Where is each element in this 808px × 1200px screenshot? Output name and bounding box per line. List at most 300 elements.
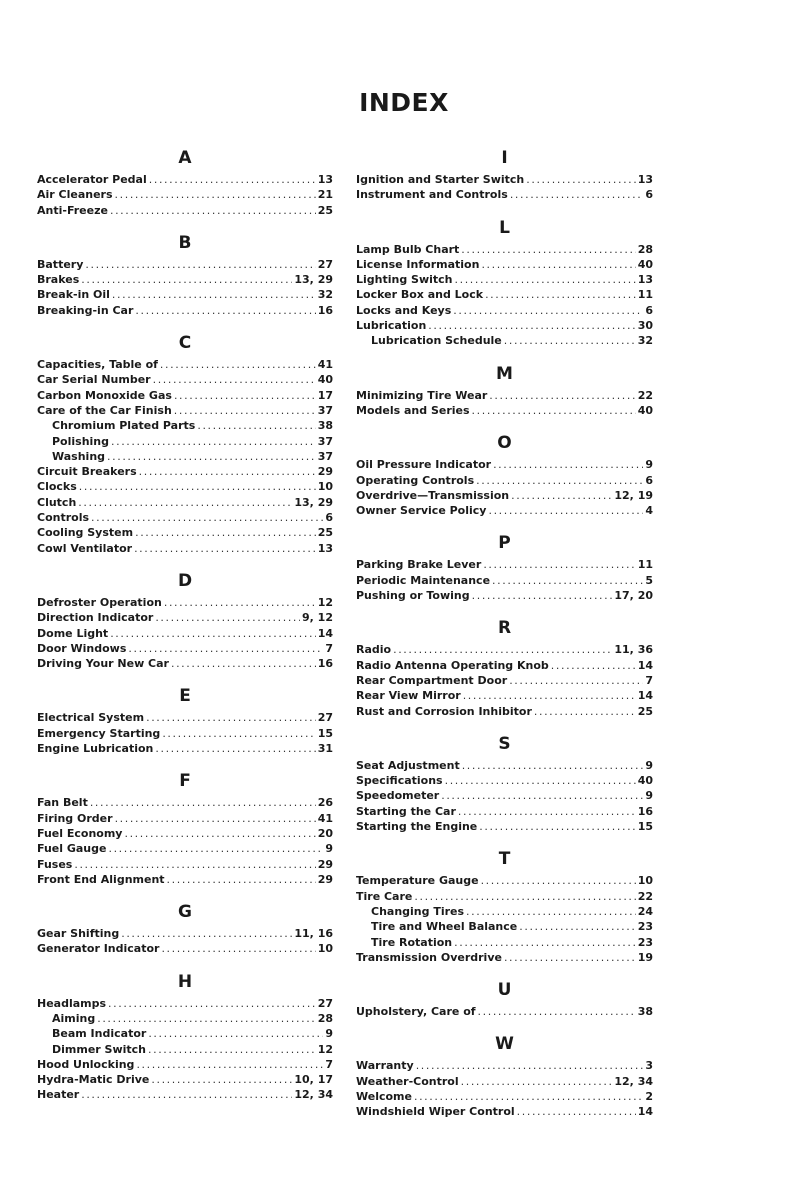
entry-page: 20 <box>317 826 333 840</box>
index-entry <box>37 996 333 1011</box>
index-section-t <box>356 849 653 965</box>
dot-leader <box>162 726 315 741</box>
dot-leader <box>519 919 635 934</box>
section-letter: T <box>498 849 511 870</box>
page-title: INDEX <box>359 88 449 117</box>
entry-title: Battery <box>37 257 84 271</box>
dot-leader <box>511 488 612 503</box>
entry-title: Accelerator Pedal <box>37 173 147 186</box>
entry-page: 12 <box>317 1042 333 1056</box>
index-subentry <box>37 449 333 464</box>
dot-leader <box>463 688 636 703</box>
dot-leader <box>462 758 644 773</box>
dot-leader <box>167 872 316 887</box>
entry-page: 28 <box>637 242 653 256</box>
entry-page: 11 <box>637 288 653 302</box>
entry-page: 17, 20 <box>614 589 653 603</box>
index-entry <box>356 272 653 287</box>
index-entry <box>356 457 653 472</box>
entry-page: 13, 29 <box>294 273 333 287</box>
index-entry <box>37 464 333 479</box>
entry-title: Washing <box>52 449 106 463</box>
index-entry <box>356 388 653 403</box>
index-section-d <box>37 571 333 671</box>
entry-page: 30 <box>637 319 653 333</box>
section-letter: L <box>499 217 510 238</box>
entry-title: Ignition and Starter Switch <box>356 173 525 186</box>
entry-page: 40 <box>637 257 653 271</box>
index-entry <box>37 656 333 671</box>
entry-title: Rear Compartment Door <box>356 673 508 687</box>
entry-page: 22 <box>637 388 653 402</box>
index-entry <box>356 403 653 418</box>
dot-leader <box>493 457 643 472</box>
entry-page: 15 <box>637 820 653 834</box>
entry-page: 26 <box>317 796 333 810</box>
entry-page: 9 <box>645 758 653 772</box>
entry-title: Weather-Control <box>356 1074 459 1088</box>
entry-title: Fuel Economy <box>37 826 123 840</box>
index-section-g <box>37 902 333 957</box>
index-entry <box>356 819 653 834</box>
entry-page: 14 <box>637 1105 653 1119</box>
dot-leader <box>504 333 636 348</box>
entry-title: Tire Care <box>356 889 413 903</box>
entry-page: 37 <box>317 434 333 448</box>
entry-page: 7 <box>645 673 653 687</box>
index-entry <box>37 1057 333 1072</box>
index-entry <box>356 788 653 803</box>
section-letter: G <box>178 902 192 923</box>
section-letter: E <box>179 686 191 707</box>
entry-page: 38 <box>637 1005 653 1019</box>
entry-page: 10 <box>317 942 333 956</box>
dot-leader <box>115 811 316 826</box>
index-section-b <box>37 233 333 318</box>
dot-leader <box>478 1004 636 1019</box>
entry-page: 38 <box>317 419 333 433</box>
entry-page: 32 <box>317 288 333 302</box>
index-entry <box>37 795 333 810</box>
index-subentry <box>37 434 333 449</box>
entry-page: 9 <box>325 1027 333 1041</box>
dot-leader <box>476 473 643 488</box>
dot-leader <box>458 804 636 819</box>
entry-page: 23 <box>637 935 653 949</box>
dot-leader <box>160 357 316 372</box>
entry-title: Brakes <box>37 273 80 287</box>
entry-title: Radio Antenna Operating Knob <box>356 658 549 672</box>
index-section-c <box>37 333 333 556</box>
entry-title: Lubrication Schedule <box>371 334 502 348</box>
entry-title: Clutch <box>37 495 77 509</box>
entry-title: Dome Light <box>37 626 109 640</box>
dot-leader <box>455 272 636 287</box>
dot-leader <box>78 495 292 510</box>
dot-leader <box>81 1087 292 1102</box>
entry-page: 11, 16 <box>294 927 333 941</box>
index-entry <box>356 673 653 688</box>
section-letter: U <box>497 980 512 1001</box>
dot-leader <box>121 926 292 941</box>
entry-page: 29 <box>317 872 333 886</box>
entry-page: 7 <box>325 641 333 655</box>
section-letter: H <box>177 971 193 992</box>
entry-page: 40 <box>637 774 653 788</box>
entry-title: Heater <box>37 1088 80 1102</box>
entry-title: Changing Tires <box>371 904 465 918</box>
dot-leader <box>445 773 636 788</box>
entry-page: 10 <box>637 874 653 888</box>
dot-leader <box>481 257 635 272</box>
dot-leader <box>161 941 315 956</box>
entry-title: Tire Rotation <box>371 935 453 949</box>
entry-page: 12, 19 <box>614 488 653 502</box>
dot-leader <box>428 318 635 333</box>
index-subentry <box>356 935 653 950</box>
entry-title: Car Serial Number <box>37 373 151 387</box>
dot-leader <box>124 826 315 841</box>
index-section-w <box>356 1034 653 1119</box>
index-entry <box>37 741 333 756</box>
section-letter: O <box>497 433 512 454</box>
entry-title: Dimmer Switch <box>52 1042 147 1056</box>
dot-leader <box>108 996 316 1011</box>
index-entry <box>356 873 653 888</box>
entry-page: 2 <box>645 1089 653 1103</box>
index-entry <box>37 187 333 202</box>
section-letter: P <box>498 533 511 554</box>
index-entry <box>356 1058 653 1073</box>
entry-title: Carbon Monoxide Gas <box>37 388 172 402</box>
entry-title: Starting the Car <box>356 804 456 818</box>
index-entry <box>37 541 333 556</box>
dot-leader <box>489 388 635 403</box>
index-entry <box>37 1087 333 1102</box>
entry-title: Front End Alignment <box>37 872 165 886</box>
entry-title: Welcome <box>356 1089 412 1103</box>
entry-title: Fan Belt <box>37 796 88 810</box>
dot-leader <box>155 610 300 625</box>
entry-title: Speedometer <box>356 789 440 803</box>
entry-page: 6 <box>645 473 653 487</box>
dot-leader <box>453 303 643 318</box>
entry-page: 13, 29 <box>294 495 333 509</box>
dot-leader <box>174 403 316 418</box>
index-entry <box>37 525 333 540</box>
index-section-h <box>37 972 333 1103</box>
entry-page: 9, 12 <box>302 611 333 625</box>
entry-title: Defroster Operation <box>37 595 162 609</box>
entry-page: 40 <box>317 373 333 387</box>
index-section-e <box>37 686 333 756</box>
entry-page: 13 <box>637 173 653 186</box>
index-entry <box>37 203 333 218</box>
index-entry <box>37 257 333 272</box>
entry-title: Cowl Ventilator <box>37 541 133 555</box>
entry-page: 12, 34 <box>294 1088 333 1102</box>
entry-title: Circuit Breakers <box>37 465 137 479</box>
index-entry <box>37 372 333 387</box>
entry-title: Transmission Overdrive <box>356 950 502 964</box>
index-entry <box>356 287 653 302</box>
entry-title: Parking Brake Lever <box>356 558 482 572</box>
index-column-right <box>356 148 653 1120</box>
index-entry <box>356 573 653 588</box>
entry-title: Lighting Switch <box>356 273 453 287</box>
entry-title: Lubrication <box>356 319 427 333</box>
entry-page: 14 <box>637 658 653 672</box>
entry-title: Periodic Maintenance <box>356 573 491 587</box>
entry-page: 4 <box>645 504 653 518</box>
index-column-left <box>37 148 333 1103</box>
index-subentry <box>356 333 653 348</box>
entry-page: 13 <box>317 173 333 186</box>
index-subentry <box>356 904 653 919</box>
index-entry <box>356 318 653 333</box>
dot-leader <box>197 418 315 433</box>
dot-leader <box>416 1058 644 1073</box>
section-letter: R <box>497 618 512 639</box>
entry-title: Air Cleaners <box>37 188 113 202</box>
dot-leader <box>148 1042 316 1057</box>
entry-title: Gear Shifting <box>37 927 120 941</box>
entry-title: Locker Box and Lock <box>356 288 484 302</box>
index-section-r <box>356 618 653 718</box>
entry-title: Electrical System <box>37 711 145 725</box>
entry-title: Generator Indicator <box>37 942 160 956</box>
dot-leader <box>510 187 644 202</box>
dot-leader <box>551 658 636 673</box>
entry-page: 11 <box>637 558 653 572</box>
index-entry <box>37 303 333 318</box>
entry-title: Minimizing Tire Wear <box>356 388 488 402</box>
entry-page: 41 <box>317 358 333 372</box>
section-letter: D <box>177 570 193 591</box>
entry-title: Rear View Mirror <box>356 689 461 703</box>
entry-title: Lamp Bulb Chart <box>356 242 460 256</box>
entry-title: Hood Unlocking <box>37 1057 135 1071</box>
dot-leader <box>85 257 315 272</box>
entry-title: Pushing or Towing <box>356 589 470 603</box>
dot-leader <box>111 434 316 449</box>
index-entry <box>37 710 333 725</box>
index-entry <box>356 1074 653 1089</box>
index-entry <box>37 388 333 403</box>
index-entry <box>37 641 333 656</box>
index-section-a <box>37 148 333 218</box>
index-entry <box>356 172 653 187</box>
index-entry <box>356 488 653 503</box>
entry-page: 5 <box>645 573 653 587</box>
dot-leader <box>112 287 316 302</box>
entry-page: 17 <box>317 388 333 402</box>
index-entry <box>356 688 653 703</box>
dot-leader <box>135 303 315 318</box>
dot-leader <box>504 950 636 965</box>
index-section-l <box>356 218 653 349</box>
index-entry <box>37 172 333 187</box>
dot-leader <box>174 388 316 403</box>
entry-title: Firing Order <box>37 811 113 825</box>
dot-leader <box>483 557 635 572</box>
index-entry <box>356 1104 653 1119</box>
index-entry <box>37 857 333 872</box>
entry-page: 25 <box>317 526 333 540</box>
entry-title: Controls <box>37 511 90 525</box>
index-entry <box>37 495 333 510</box>
index-entry <box>356 658 653 673</box>
entry-title: Upholstery, Care of <box>356 1005 476 1019</box>
dot-leader <box>110 203 316 218</box>
entry-page: 15 <box>317 726 333 740</box>
dot-leader <box>534 704 636 719</box>
index-subentry <box>356 919 653 934</box>
entry-page: 16 <box>637 804 653 818</box>
index-entry <box>37 595 333 610</box>
dot-leader <box>81 272 292 287</box>
index-subentry <box>37 1042 333 1057</box>
entry-page: 27 <box>317 257 333 271</box>
index-entry <box>356 773 653 788</box>
dot-leader <box>509 673 643 688</box>
dot-leader <box>136 1057 323 1072</box>
index-entry <box>356 588 653 603</box>
index-entry <box>356 950 653 965</box>
entry-title: Rust and Corrosion Inhibitor <box>356 704 532 718</box>
entry-title: Cooling System <box>37 526 134 540</box>
entry-title: Warranty <box>356 1059 414 1073</box>
section-letter: W <box>495 1034 514 1055</box>
entry-page: 19 <box>637 950 653 964</box>
dot-leader <box>146 710 316 725</box>
entry-page: 11, 36 <box>614 643 653 657</box>
entry-title: Emergency Starting <box>37 726 161 740</box>
index-entry <box>37 610 333 625</box>
entry-page: 29 <box>317 465 333 479</box>
entry-page: 9 <box>645 458 653 472</box>
index-entry <box>356 503 653 518</box>
index-entry <box>356 758 653 773</box>
entry-title: Windshield Wiper Control <box>356 1105 515 1119</box>
entry-title: Break-in Oil <box>37 288 110 302</box>
entry-title: Radio <box>356 643 392 657</box>
section-letter: I <box>501 148 508 168</box>
entry-title: Care of the Car Finish <box>37 403 172 417</box>
index-entry <box>37 872 333 887</box>
dot-leader <box>91 510 323 525</box>
index-entry <box>37 626 333 641</box>
entry-page: 40 <box>637 403 653 417</box>
dot-leader <box>74 857 315 872</box>
entry-page: 12 <box>317 595 333 609</box>
dot-leader <box>79 479 316 494</box>
entry-title: Owner Service Policy <box>356 504 487 518</box>
entry-page: 10, 17 <box>294 1073 333 1087</box>
entry-page: 27 <box>317 711 333 725</box>
entry-page: 3 <box>645 1059 653 1073</box>
entry-page: 6 <box>645 303 653 317</box>
section-letter: B <box>178 232 192 253</box>
dot-leader <box>472 403 636 418</box>
dot-leader <box>164 595 316 610</box>
index-entry <box>356 1004 653 1019</box>
index-entry <box>37 941 333 956</box>
entry-title: Engine Lubrication <box>37 742 154 756</box>
dot-leader <box>488 503 643 518</box>
entry-title: Starting the Engine <box>356 820 478 834</box>
dot-leader <box>171 656 316 671</box>
dot-leader <box>481 873 636 888</box>
entry-page: 23 <box>637 920 653 934</box>
dot-leader <box>526 172 635 187</box>
index-section-f <box>37 771 333 887</box>
entry-title: Overdrive—Transmission <box>356 488 510 502</box>
entry-title: Temperature Gauge <box>356 874 479 888</box>
dot-leader <box>414 889 635 904</box>
dot-leader <box>107 449 316 464</box>
entry-page: 37 <box>317 449 333 463</box>
dot-leader <box>155 741 315 756</box>
entry-title: Tire and Wheel Balance <box>371 920 518 934</box>
dot-leader <box>466 904 636 919</box>
dot-leader <box>97 1011 315 1026</box>
entry-title: Direction Indicator <box>37 611 154 625</box>
index-entry <box>356 1089 653 1104</box>
entry-page: 29 <box>317 857 333 871</box>
index-entry <box>356 257 653 272</box>
dot-leader <box>492 573 643 588</box>
entry-page: 6 <box>325 511 333 525</box>
entry-title: Headlamps <box>37 996 107 1010</box>
dot-leader <box>472 588 613 603</box>
entry-page: 25 <box>637 704 653 718</box>
entry-page: 16 <box>317 657 333 671</box>
entry-page: 13 <box>317 541 333 555</box>
entry-page: 32 <box>637 334 653 348</box>
section-letter: F <box>179 771 191 792</box>
entry-page: 16 <box>317 303 333 317</box>
dot-leader <box>148 1026 323 1041</box>
entry-page: 14 <box>637 689 653 703</box>
entry-page: 25 <box>317 203 333 217</box>
section-letter: A <box>178 148 192 168</box>
entry-page: 14 <box>317 626 333 640</box>
index-entry <box>37 841 333 856</box>
entry-title: Driving Your New Car <box>37 657 169 671</box>
entry-page: 28 <box>317 1011 333 1025</box>
index-entry <box>37 1072 333 1087</box>
index-entry <box>37 726 333 741</box>
dot-leader <box>461 1074 613 1089</box>
index-entry <box>37 272 333 287</box>
index-entry <box>356 889 653 904</box>
section-letter: C <box>178 333 192 354</box>
dot-leader <box>441 788 643 803</box>
entry-page: 9 <box>645 789 653 803</box>
dot-leader <box>128 641 323 656</box>
section-letter: S <box>498 733 511 754</box>
dot-leader <box>134 541 316 556</box>
index-section-m <box>356 364 653 419</box>
entry-page: 31 <box>317 742 333 756</box>
entry-title: Beam Indicator <box>52 1027 147 1041</box>
entry-title: Chromium Plated Parts <box>52 419 196 433</box>
entry-title: Clocks <box>37 480 77 494</box>
index-section-i <box>356 148 653 203</box>
dot-leader <box>115 187 316 202</box>
index-entry <box>37 403 333 418</box>
